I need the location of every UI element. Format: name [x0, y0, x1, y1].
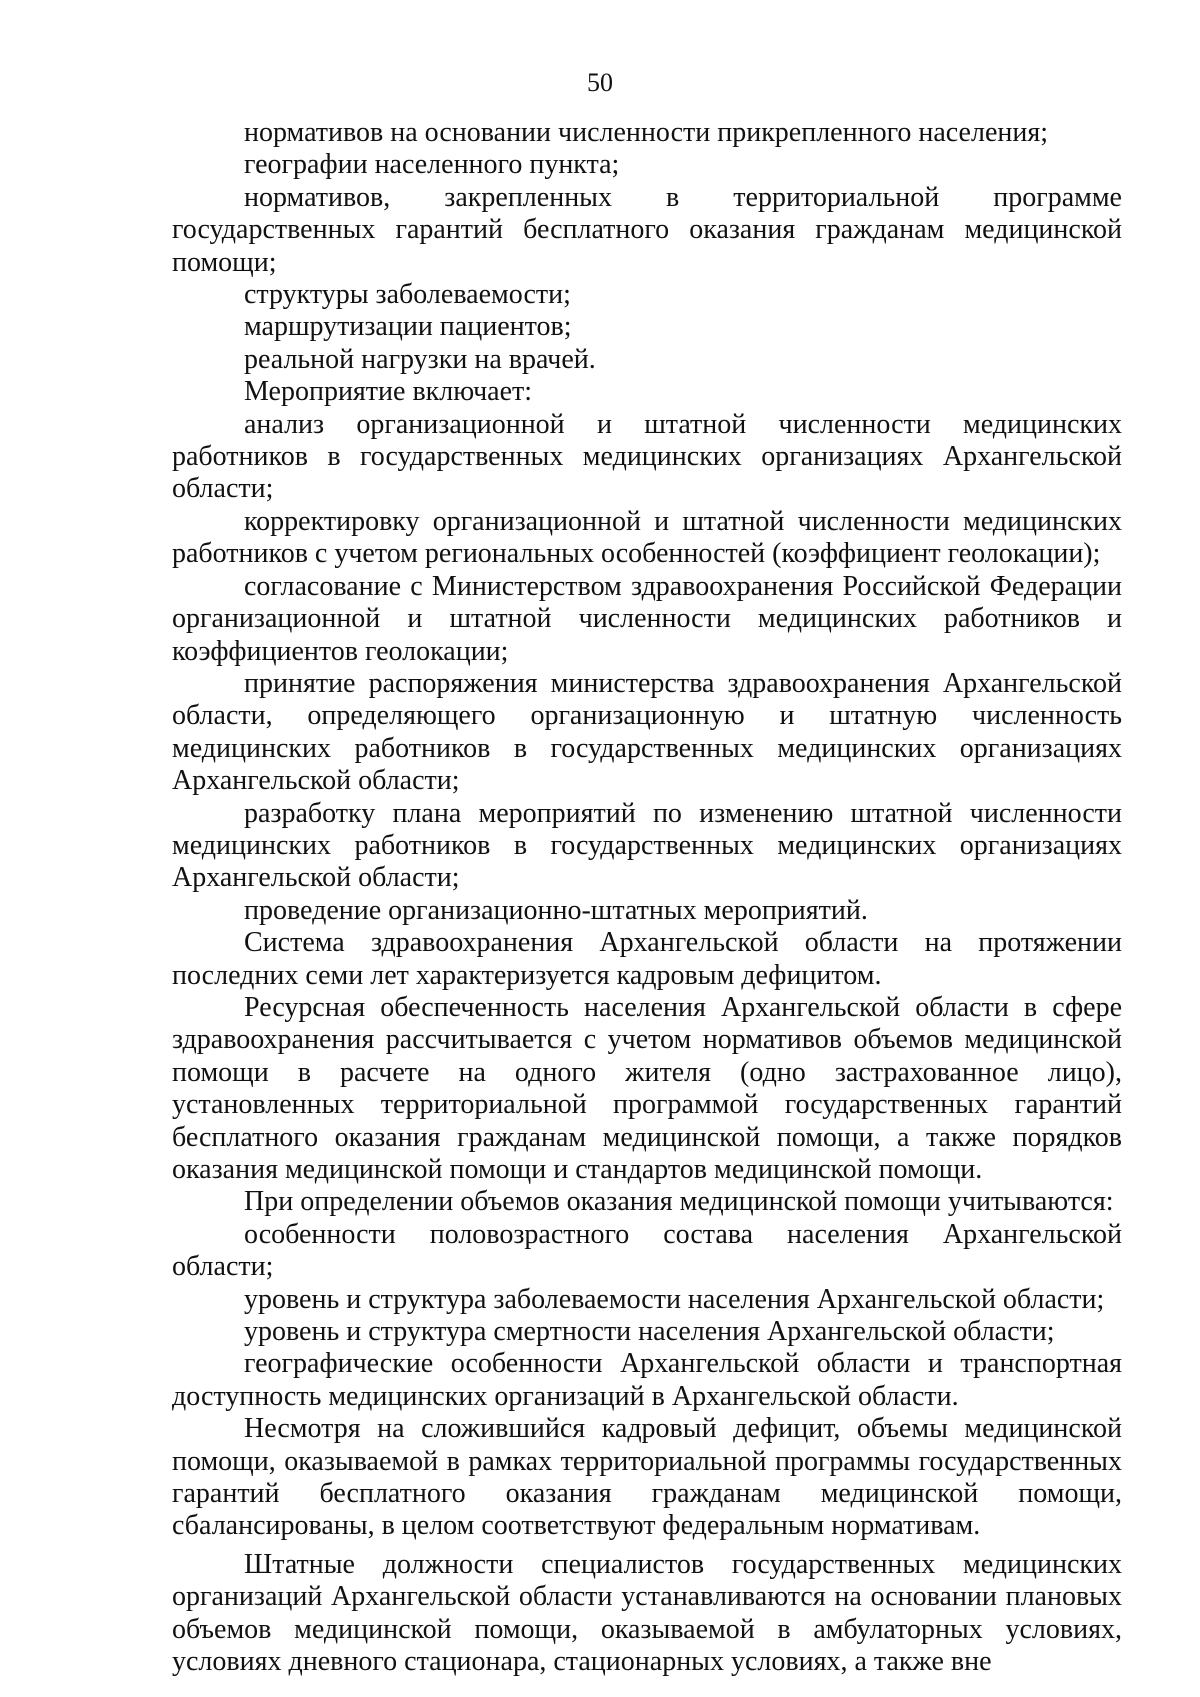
paragraph: Штатные должности специалистов государственных медицинских организаций Архангельской области устанавливаются на основании плановых объемов медицинской помощи, оказываемой в амбулаторных условиях, условиях дневного стационара, стационарных условиях, а также вне: [172, 1548, 1122, 1678]
paragraph: разработку плана мероприятий по изменению штатной численности медицинских работников в государственных медицинских организациях Архангельской области;: [172, 797, 1122, 894]
paragraph: нормативов, закрепленных в территориальной программе государственных гарантий бесплатного оказания гражданам медицинской помощи;: [172, 181, 1122, 278]
paragraph: уровень и структура смертности населения Архангельской области;: [244, 1316, 1055, 1348]
body-text: [172, 117, 1122, 1679]
paragraph: географии населенного пункта;: [244, 149, 620, 181]
paragraph: Мероприятие включает:: [244, 376, 533, 408]
paragraph: особенности половозрастного состава населения Архангельской области;: [172, 1218, 1122, 1283]
paragraph: согласование с Министерством здравоохранения Российской Федерации организационной и штатной численности медицинских работников и коэффициентов геолокации;: [172, 570, 1122, 667]
paragraph: корректировку организационной и штатной численности медицинских работников с учетом региональных особенностей (коэффициент геолокации);: [172, 505, 1122, 570]
paragraph: проведение организационно-штатных мероприятий.: [244, 894, 868, 926]
paragraph: географические особенности Архангельской области и транспортная доступность медицинских организаций в Архангельской области.: [172, 1348, 1122, 1412]
paragraph: При определении объемов оказания медицинской помощи учитываются:: [244, 1186, 1114, 1218]
paragraph: нормативов на основании численности прикрепленного населения;: [244, 117, 1049, 148]
paragraph: Система здравоохранения Архангельской области на протяжении последних семи лет характеризуется кадровым дефицитом.: [172, 927, 1122, 991]
paragraph: анализ организационной и штатной численности медицинских работников в государственных медицинских организациях Архангельской области;: [172, 408, 1122, 505]
paragraph: принятие распоряжения министерства здравоохранения Архангельской области, определяющего организационную и штатную численность медицинских работников в государственных медицинских организациях Архангельской области;: [172, 667, 1122, 797]
paragraph: Несмотря на сложившийся кадровый дефицит, объемы медицинской помощи, оказываемой в рамках территориальной программы государственных гарантий бесплатного оказания гражданам медицинской помощи, сбалансированы, в целом соответствуют федеральным нормативам.: [172, 1413, 1122, 1542]
paragraph: структуры заболеваемости;: [244, 279, 571, 311]
paragraph: Ресурсная обеспеченность населения Архангельской области в сфере здравоохранения рассчитывается с учетом нормативов объемов медицинской помощи в расчете на одного жителя (одно застрахованное лицо), установленных территориальной программой государственных гарантий бесплатного оказания гражданам медицинской помощи, а также порядков оказания медицинской помощи и стандартов медицинской помощи.: [172, 991, 1122, 1185]
paragraph: маршрутизации пациентов;: [244, 311, 572, 343]
paragraph: реальной нагрузки на врачей.: [244, 343, 596, 375]
paragraph: уровень и структура заболеваемости населения Архангельской области;: [244, 1283, 1105, 1315]
page-number: 50: [587, 68, 613, 97]
